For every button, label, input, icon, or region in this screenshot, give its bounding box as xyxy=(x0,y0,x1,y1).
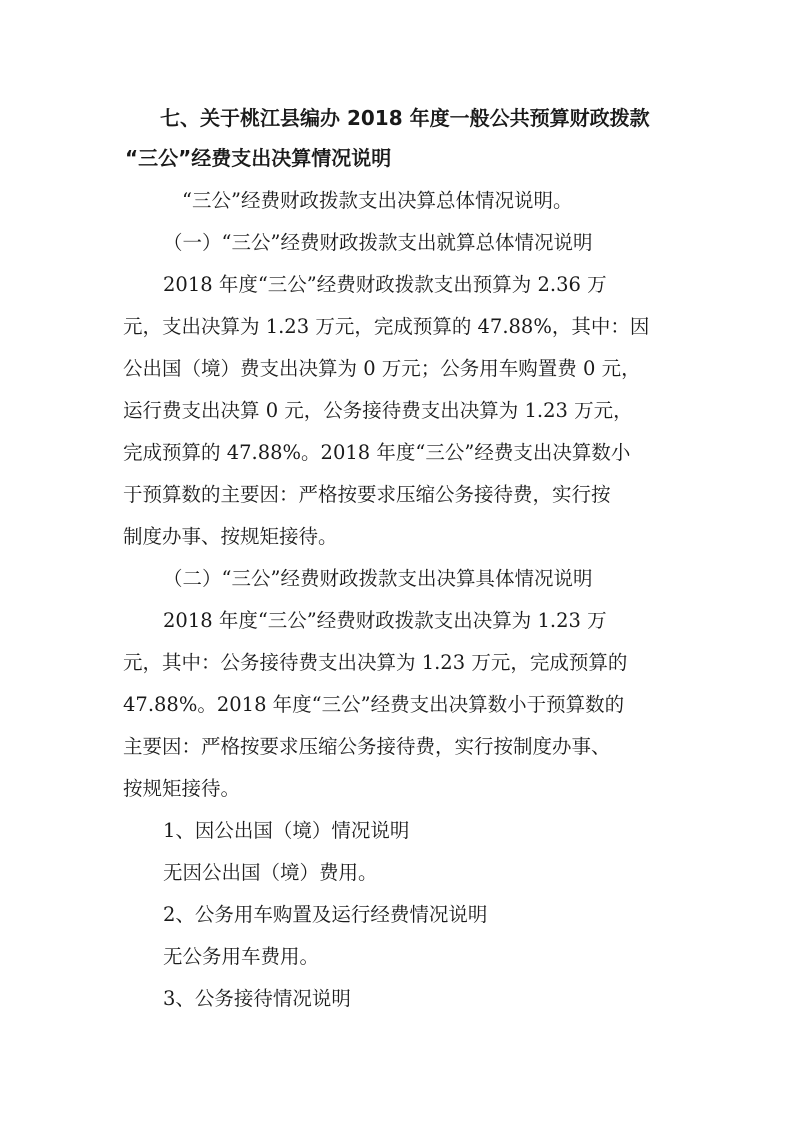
item1-text: 无因公出国（境）费用。 xyxy=(163,861,378,884)
intro-text: “三公”经费财政拨款支出决算总体情况说明。 xyxy=(182,189,573,212)
title-line-1: 七、关于桃江县编办 2018 年度一般公共预算财政拨款 xyxy=(160,106,650,130)
item2-heading: 2、公务用车购置及运行经费情况说明 xyxy=(163,903,488,926)
section2-para-line: 按规矩接待。 xyxy=(123,777,241,800)
item3-heading: 3、公务接待情况说明 xyxy=(163,987,351,1010)
section1-para-line: 元，支出决算为 1.23 万元，完成预算的 47.88%，其中：因 xyxy=(123,315,650,338)
section2-para-line: 2018 年度“三公”经费财政拨款支出决算为 1.23 万 xyxy=(163,609,607,632)
section2-para-line: 主要因：严格按要求压缩公务接待费，实行按制度办事、 xyxy=(123,735,611,758)
item2-text: 无公务用车费用。 xyxy=(163,945,320,968)
item1-heading: 1、因公出国（境）情况说明 xyxy=(163,819,410,842)
section1-para-line: 完成预算的 47.88%。2018 年度“三公”经费支出决算数小 xyxy=(123,441,631,464)
section1-para-line: 于预算数的主要因：严格按要求压缩公务接待费，实行按 xyxy=(123,483,611,506)
section1-para-line: 2018 年度“三公”经费财政拨款支出预算为 2.36 万 xyxy=(163,273,607,296)
title-line-2: “三公”经费支出决算情况说明 xyxy=(125,146,392,170)
section1-para-line: 公出国（境）费支出决算为 0 万元；公务用车购置费 0 元， xyxy=(123,357,641,380)
section1-para-line: 制度办事、按规矩接待。 xyxy=(123,525,338,548)
section1-para-line: 运行费支出决算 0 元，公务接待费支出决算为 1.23 万元， xyxy=(123,399,633,422)
section2-heading: （二）“三公”经费财政拨款支出决算具体情况说明 xyxy=(163,567,593,590)
section2-para-line: 元，其中：公务接待费支出决算为 1.23 万元，完成预算的 xyxy=(123,651,628,674)
section2-para-line: 47.88%。2018 年度“三公”经费支出决算数小于预算数的 xyxy=(123,693,625,716)
section1-heading: （一）“三公”经费财政拨款支出就算总体情况说明 xyxy=(163,231,593,254)
